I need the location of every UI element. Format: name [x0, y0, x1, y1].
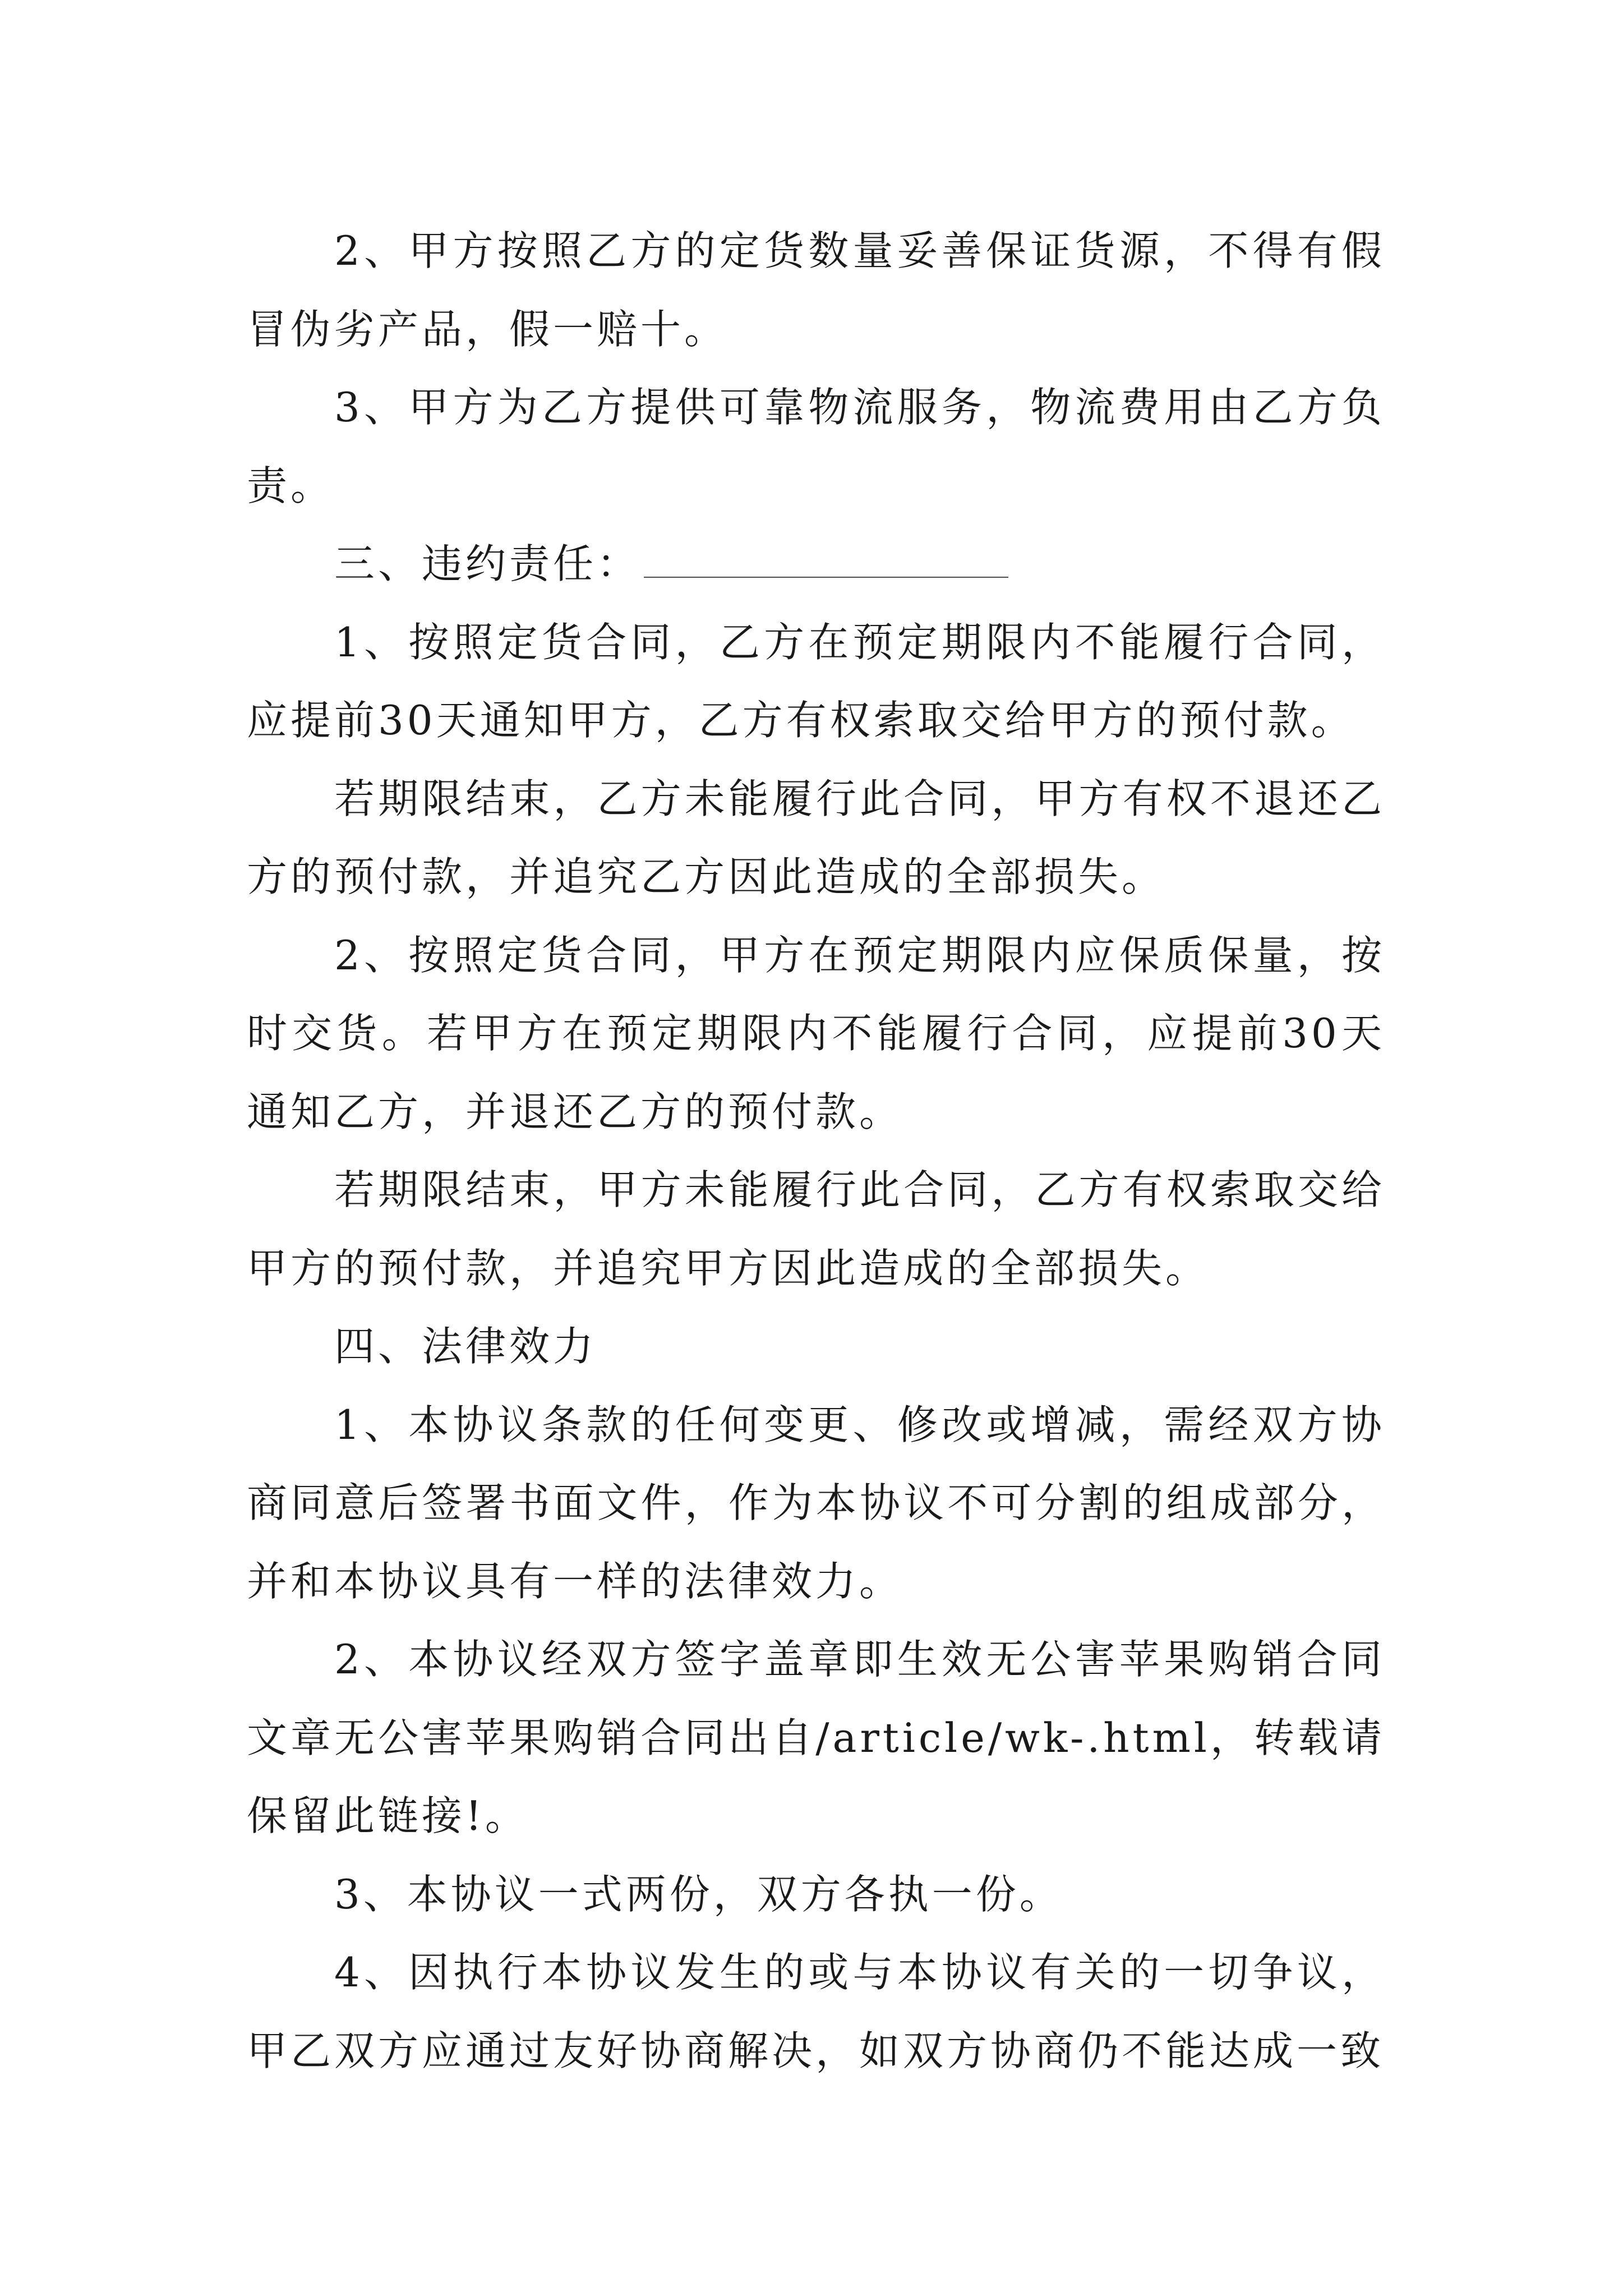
section-heading-legal-effect: 四、法律效力 [334, 1323, 597, 1370]
fill-in-blank-line [644, 544, 1008, 578]
clause-paragraph: 4、因执行本协议发生的或与本协议有关的一切争议，甲乙双方应通过友好协商解决，如双方协商仍不能达成一致 [247, 1949, 1385, 2074]
clause-paragraph: 3、甲方为乙方提供可靠物流服务，物流费用由乙方负责。 [247, 384, 1385, 509]
clause-paragraph: 2、按照定货合同，甲方在预定期限内应保质保量，按时交货。若甲方在预定期限内不能履行合同，应提前30天通知乙方，并退还乙方的预付款。 [247, 931, 1385, 1135]
clause-paragraph: 若期限结束，甲方未能履行此合同，乙方有权索取交给甲方的预付款，并追究甲方因此造成的全部损失。 [247, 1166, 1385, 1292]
clause-paragraph: 1、按照定货合同，乙方在预定期限内不能履行合同，应提前30天通知甲方，乙方有权索取交给甲方的预付款。 [247, 618, 1385, 744]
clause-paragraph: 若期限结束，乙方未能履行此合同，甲方有权不退还乙方的预付款，并追究乙方因此造成的全部损失。 [247, 775, 1385, 900]
document-body [247, 212, 1385, 2090]
section-heading-breach [247, 525, 1385, 604]
clause-paragraph: 2、甲方按照乙方的定货数量妥善保证货源，不得有假冒伪劣产品，假一赔十。 [247, 227, 1385, 353]
clause-paragraph: 2、本协议经双方签字盖章即生效无公害苹果购销合同文章无公害苹果购销合同出自/article/wk-.html，转载请保留此链接!。 [247, 1636, 1385, 1839]
section-heading-text: 三、违约责任： [334, 540, 641, 587]
clause-paragraph: 1、本协议条款的任何变更、修改或增减，需经双方协商同意后签署书面文件，作为本协议不可分割的组成部分，并和本协议具有一样的法律效力。 [247, 1401, 1385, 1605]
clause-paragraph: 3、本协议一式两份，双方各执一份。 [334, 1870, 1063, 1918]
